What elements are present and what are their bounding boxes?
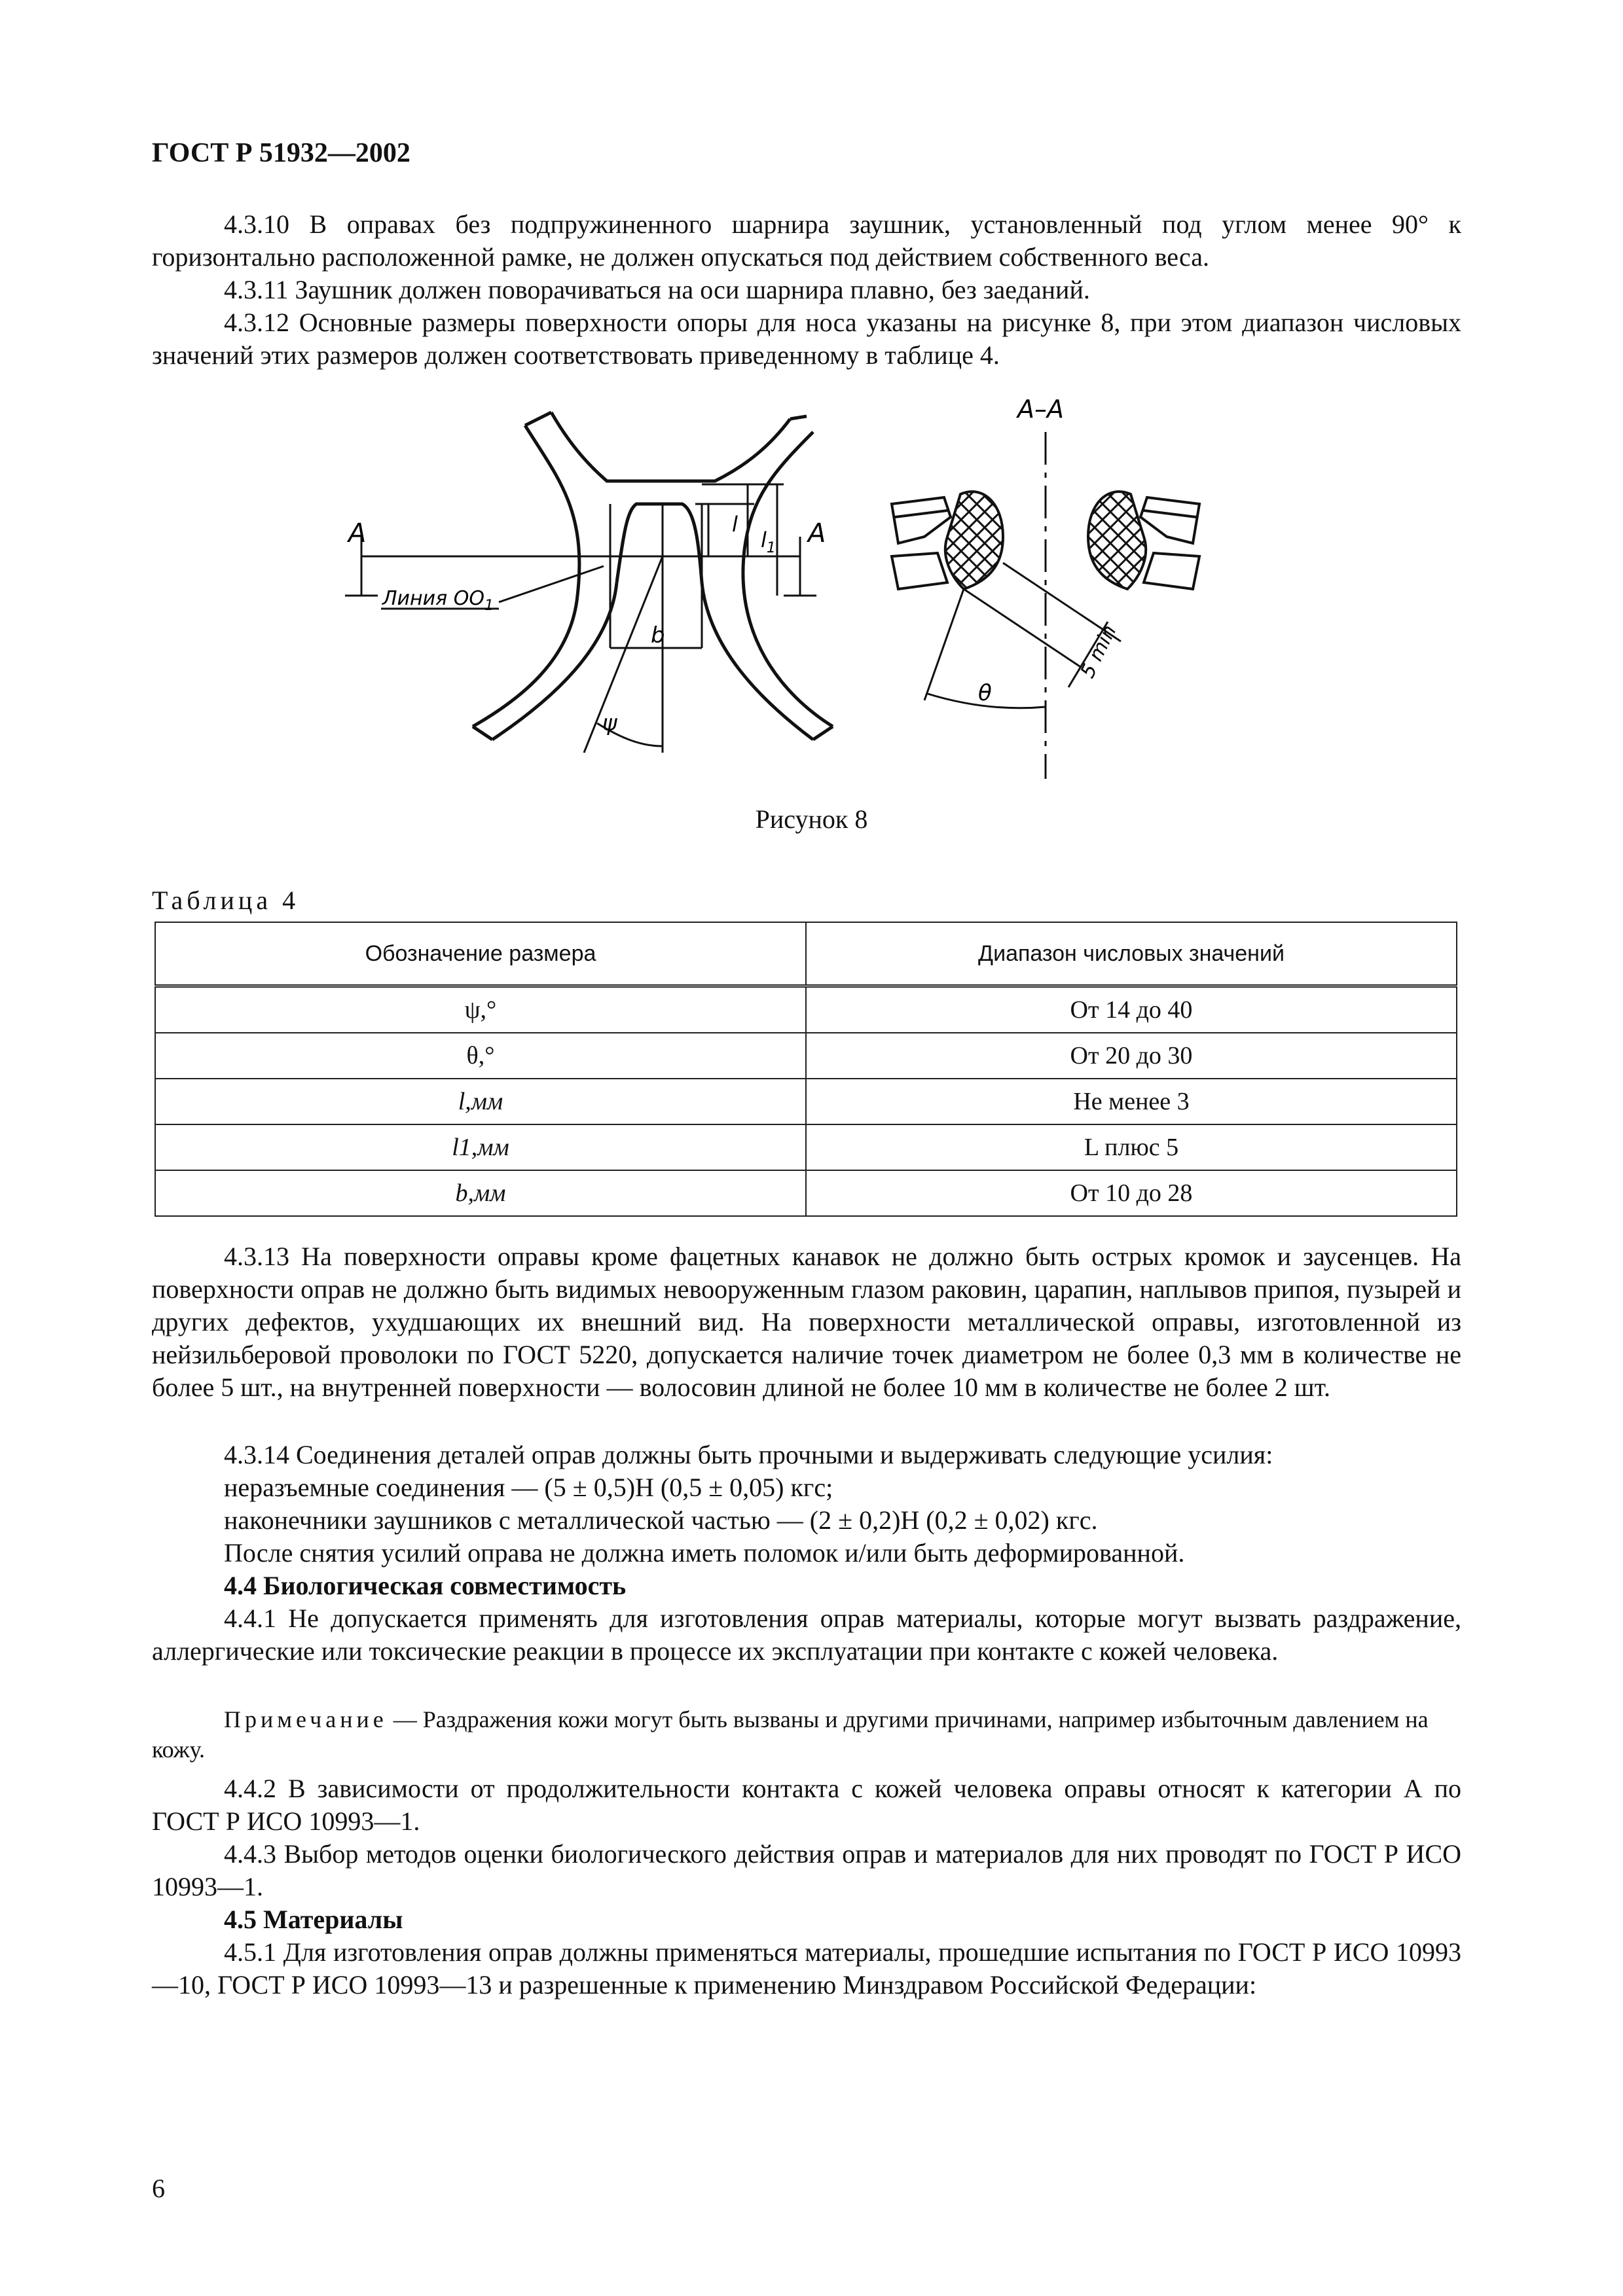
figure-8-diagram [152,386,1461,805]
table-row [155,986,1457,1033]
figure-caption: Рисунок 8 [755,804,868,834]
cell-designation: b,мм [155,1170,806,1216]
paragraph-4-3-12: 4.3.12 Основные размеры поверхности опоры для носа указаны на рисунке 8, при этом диапазон числовых значений этих размеров должен соответствовать приведенному в таблице 4. [152,308,1461,370]
cell-designation: ψ,° [155,986,806,1033]
table-row [155,1170,1457,1216]
note-text: — Раздражения кожи могут быть вызваны и другими причинами, например избыточным давлением на кожу. [152,1706,1429,1763]
section-aa-view [892,432,1199,779]
paragraph-4-3-10: 4.3.10 В оправах без подпружиненного шарнира заушник, установленный под углом менее 90° к горизонтально расположенной рамке, не должен опускаться под действием собственного веса. [152,209,1461,272]
dimension-b-label: b [651,622,665,649]
paragraph-4-4-1: 4.4.1 Не допускается применять для изготовления оправ материалы, которые могут вызвать раздражение, аллергические или токсические реакции в процессе их эксплуатации при контакте с кожей человека. [152,1604,1461,1666]
paragraph-4-5-1: 4.5.1 Для изготовления оправ должны применяться материалы, прошедшие испытания по ГОСТ Р ИСО 10993—10, ГОСТ Р ИСО 10993—13 и разрешенные к применению Минздравом Российской Федерации: [152,1937,1461,2000]
note [152,1704,1461,1765]
paragraph-4-3-13: 4.3.13 На поверхности оправы кроме фацетных канавок не должно быть острых кромок и заусенцев. На поверхности оправ не должно быть видимых невооруженным глазом раковин, царапин, наплывов припоя, пузырей и других дефектов, ухудшающих их внешний вид. На поверхности металлической оправы, изготовленной из нейзильберовой проволоки по ГОСТ 5220, допускается наличие точек диаметром не более 0,3 мм в количестве не более 5 шт., на внутренней поверхности — волосовин длиной не более 10 мм в количестве не более 2 шт. [152,1242,1461,1402]
note-label: Примечание [224,1706,388,1732]
table-header-row [155,922,1457,986]
paragraph-4-3-14-after: После снятия усилий оправа не должна иметь поломок и/или быть деформированной. [224,1538,1185,1568]
section-label-right: A [808,518,826,548]
cell-range: От 10 до 28 [806,1170,1457,1216]
cell-range: L плюс 5 [806,1124,1457,1170]
column-header-designation: Обозначение размера [155,922,806,986]
table-4 [155,922,1457,1217]
bridge-dimension-lines [345,484,816,753]
five-min-label: 5 min [1076,621,1122,682]
column-header-range: Диапазон числовых значений [806,922,1457,986]
cell-range: От 20 до 30 [806,1033,1457,1079]
section-aa-title: A–A [1017,395,1064,423]
table-caption: Таблица 4 [152,886,300,915]
paragraph-4-3-14: 4.3.14 Соединения деталей оправ должны быть прочными и выдерживать следующие усилия: [224,1440,1273,1469]
table-row [155,1079,1457,1124]
cell-designation: l,мм [155,1079,806,1124]
paragraph-4-3-14-permanent: неразъемные соединения — (5 ± 0,5)Н (0,5 ± 0,05) кгс; [224,1473,833,1502]
document-code-header: ГОСТ Р 51932—2002 [152,138,410,168]
section-label-left: A [348,518,367,548]
section-heading-4-4: 4.4 Биологическая совместимость [224,1571,627,1600]
section-aa-dimensions [924,563,1121,708]
bridge-front-view [473,412,833,740]
page-number: 6 [152,2174,165,2203]
dimension-l1-label: $l_1$ [761,528,776,556]
paragraph-4-3-14-temple-tips: наконечники заушников с металлической частью — (2 ± 0,2)Н (0,2 ± 0,02) кгс. [224,1505,1098,1535]
cell-range: Не менее 3 [806,1079,1457,1124]
paragraph-4-4-3: 4.4.3 Выбор методов оценки биологического действия оправ и материалов для них проводят по ГОСТ Р ИСО 10993—1. [152,1839,1461,1901]
angle-theta-label: θ [978,680,992,706]
table-row [155,1033,1457,1079]
section-heading-4-5: 4.5 Материалы [224,1905,403,1934]
cell-range: От 14 до 40 [806,986,1457,1033]
table-row [155,1124,1457,1170]
cell-designation: l1,мм [155,1124,806,1170]
paragraph-4-3-11: 4.3.11 Заушник должен поворачиваться на оси шарнира плавно, без заеданий. [224,275,1090,304]
line-oo-label: Линия $OO_1$ [382,587,494,614]
dimension-l-label: l [732,512,738,537]
cell-designation: θ,° [155,1033,806,1079]
angle-psi-label: ψ [602,710,617,736]
paragraph-4-4-2: 4.4.2 В зависимости от продолжительности контакта с кожей человека оправы относят к категории А по ГОСТ Р ИСО 10993—1. [152,1774,1461,1836]
